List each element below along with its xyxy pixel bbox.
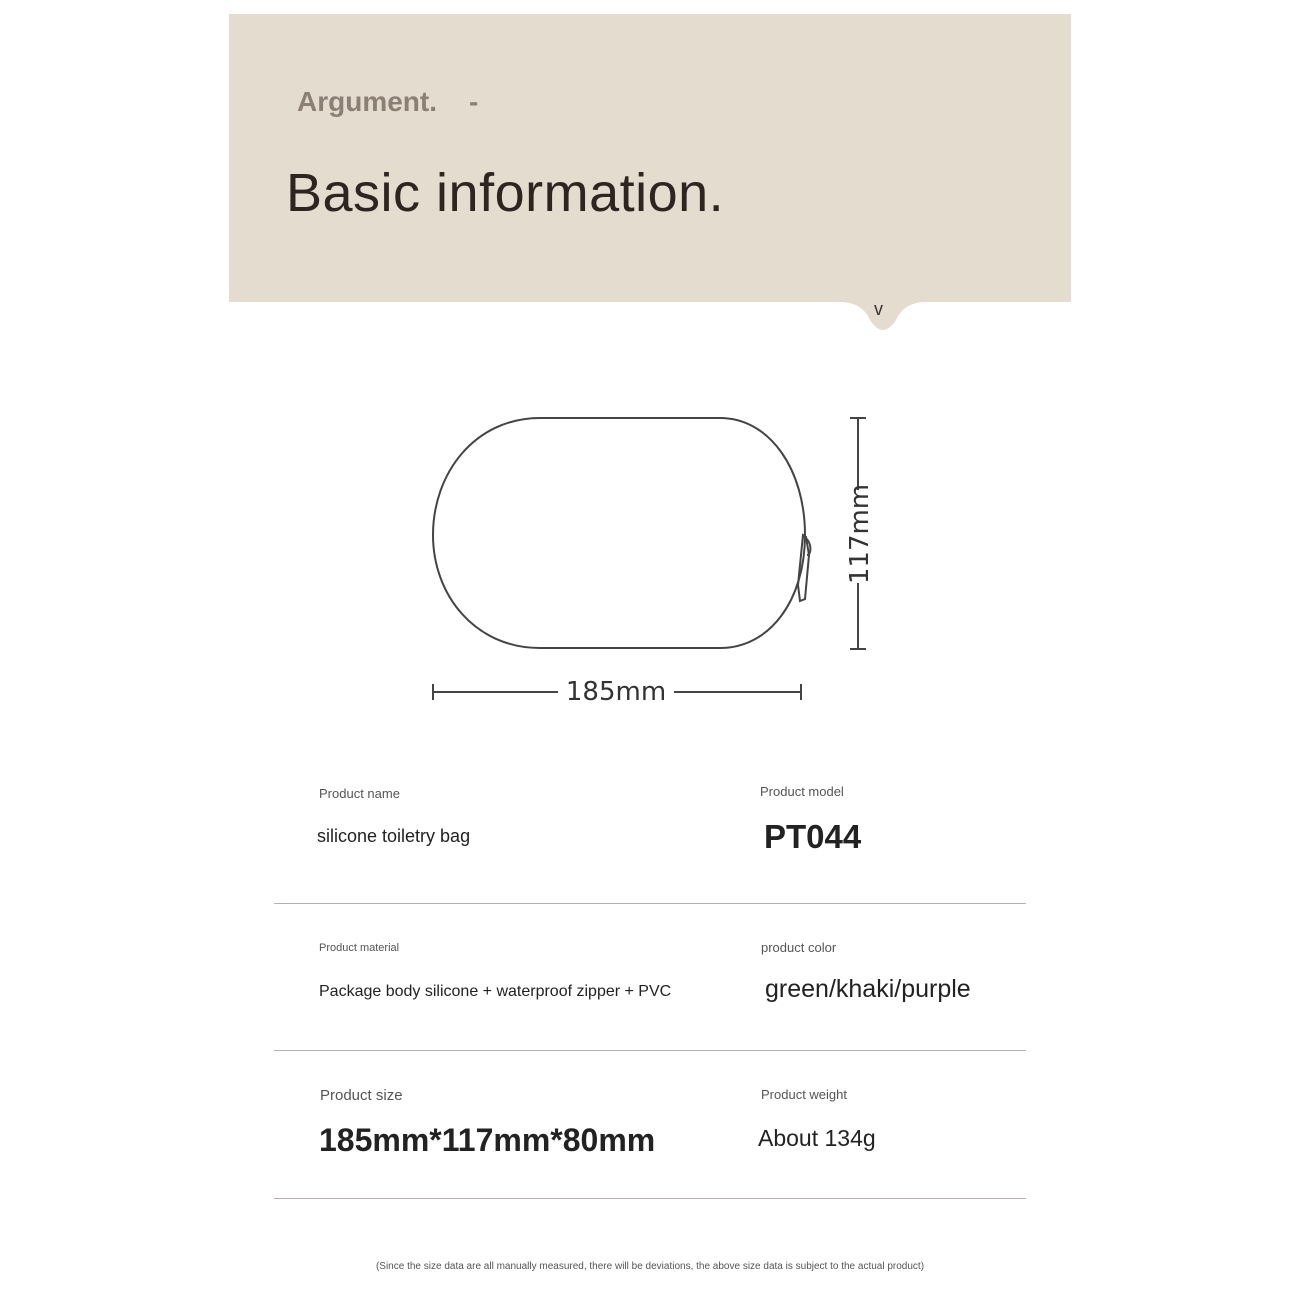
divider <box>274 903 1026 904</box>
header-banner <box>229 14 1071 302</box>
section-kicker: Argument. <box>297 86 437 117</box>
product-color-value: green/khaki/purple <box>765 975 971 1003</box>
divider <box>274 1198 1026 1199</box>
product-name-label: Product name <box>319 786 400 801</box>
product-size-label: Product size <box>320 1087 403 1104</box>
product-material-value: Package body silicone + waterproof zipper + PVC <box>319 983 672 1000</box>
product-dimension-diagram <box>420 405 890 715</box>
chevron-down-icon: v <box>874 299 883 319</box>
product-model-label: Product model <box>760 784 844 799</box>
product-weight-value: About 134g <box>758 1125 876 1151</box>
page-title: Basic information. <box>286 163 725 223</box>
product-weight-label: Product weight <box>761 1087 847 1102</box>
banner-tab <box>840 300 926 334</box>
product-material-label: Product material <box>319 942 400 954</box>
product-model-value: PT044 <box>764 818 862 855</box>
measurement-disclaimer: (Since the size data are all manually measured, there will be deviations, the above size data is subject to the actual product) <box>375 1261 925 1272</box>
product-name-value: silicone toiletry bag <box>317 826 471 846</box>
product-color-label: product color <box>761 940 837 955</box>
height-label: 117mm <box>845 483 875 585</box>
divider <box>274 1050 1026 1051</box>
bag-outline <box>433 418 805 648</box>
width-label: 185mm <box>565 677 667 707</box>
kicker-dash: - <box>469 86 479 117</box>
product-size-value: 185mm*117mm*80mm <box>319 1122 656 1158</box>
